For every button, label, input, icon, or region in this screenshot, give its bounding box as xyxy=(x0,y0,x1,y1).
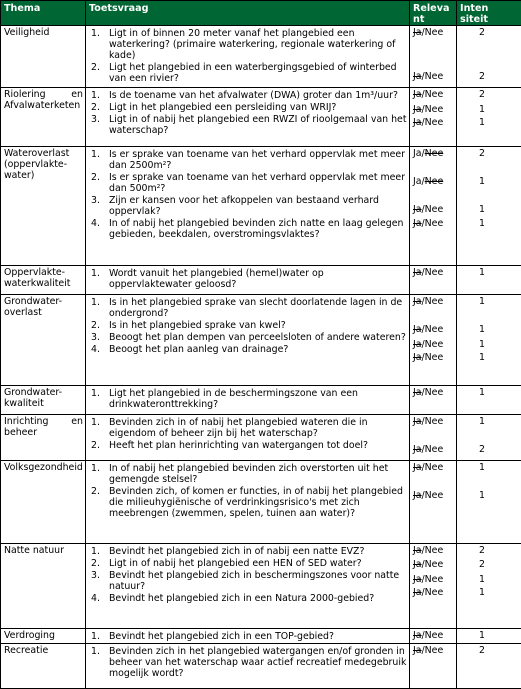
relevant-cell xyxy=(410,629,457,644)
question-text: Is er sprake van toename van het verhard oppervlak met meer dan 500m²? xyxy=(109,171,406,194)
relevant-cell xyxy=(410,88,457,147)
relevant-option-nee: /Nee xyxy=(421,558,444,570)
toetsvraag-cell xyxy=(86,629,410,644)
intensiteit-value: 1 xyxy=(479,416,485,428)
intensiteit-value: 2 xyxy=(479,89,485,101)
relevant-cell xyxy=(410,146,457,265)
intensiteit-value: 1 xyxy=(479,352,485,364)
relevant-cell xyxy=(410,461,457,544)
intensiteit-value: 1 xyxy=(479,386,485,398)
question-item xyxy=(89,218,407,240)
relevant-option-nee: /Nee xyxy=(421,324,444,336)
relevant-option-nee: /Nee xyxy=(421,386,444,398)
question-item xyxy=(89,344,407,355)
relevant-value xyxy=(413,339,454,350)
relevant-option-nee: /Nee xyxy=(421,27,444,38)
relevant-option-nee: /Nee xyxy=(421,630,444,642)
intensiteit-value: 1 xyxy=(479,630,485,642)
intensiteit-value: 1 xyxy=(479,117,485,129)
table-row xyxy=(1,385,521,414)
relevant-cell xyxy=(410,26,457,88)
question-item xyxy=(89,332,407,343)
intensiteit-value: 1 xyxy=(479,203,485,215)
relevant-value xyxy=(413,267,454,278)
question-item xyxy=(89,558,407,569)
toetsvraag-cell xyxy=(86,294,410,385)
relevant-option-ja: Ja xyxy=(413,586,422,598)
relevant-cell xyxy=(410,385,457,414)
relevant-option-ja: Ja xyxy=(413,339,422,351)
question-item xyxy=(89,486,407,519)
question-item xyxy=(89,102,407,113)
relevant-option-nee: /Nee xyxy=(421,104,444,116)
thema-label: Grondwater-kwaliteit xyxy=(4,386,63,409)
intensiteit-value: 1 xyxy=(479,586,485,598)
relevant-option-nee: /Nee xyxy=(421,217,444,229)
relevant-option-nee: /Nee xyxy=(421,266,444,278)
table-row xyxy=(1,644,521,689)
question-item xyxy=(89,320,407,331)
question-number: 3. xyxy=(91,195,100,206)
intensiteit-value: 1 xyxy=(479,175,485,187)
relevant-option-ja: Ja/ xyxy=(413,147,425,159)
question-number: 1. xyxy=(91,417,100,429)
toetsvraag-cell xyxy=(86,26,410,88)
thema-cell xyxy=(1,385,86,414)
question-number: 1. xyxy=(91,267,100,279)
question-text: Bevinden zich, of komen er functies, in of nabij het plangebied die milieuhygiënische of verdrinkingsrisico's met zich meebrengen (zwemmen, spelen, tuinen aan water)? xyxy=(109,486,403,520)
question-text: Ligt in of binnen 20 meter vanaf het plangebied een waterkering? (primaire waterkering, regionale waterkering of kade) xyxy=(109,28,396,62)
relevant-option-nee: /Nee xyxy=(421,645,444,656)
question-number: 4. xyxy=(91,592,100,604)
question-number: 1. xyxy=(91,148,100,160)
toetsvraag-cell xyxy=(86,461,410,544)
relevant-option-ja: Ja xyxy=(413,217,422,229)
intensiteit-cell xyxy=(457,415,521,461)
relevant-value xyxy=(413,645,454,656)
relevant-option-nee: /Nee xyxy=(421,71,444,83)
question-item xyxy=(89,90,407,101)
question-text: Bevinden zich in of nabij het plangebied wateren die in eigendom of beheer zijn bij het waterschap? xyxy=(109,417,368,440)
relevant-value xyxy=(413,104,454,115)
relevant-option-nee: Nee xyxy=(424,147,444,159)
relevant-option-ja: Ja xyxy=(413,71,422,83)
relevant-option-ja: Ja xyxy=(413,444,422,456)
relevant-value xyxy=(413,218,454,229)
question-number: 2. xyxy=(91,486,100,498)
relevant-value xyxy=(413,559,454,570)
relevant-cell xyxy=(410,265,457,294)
question-item xyxy=(89,388,407,410)
question-text: Zijn er kansen voor het afkoppelen van bestaand verhard oppervlak? xyxy=(109,195,379,218)
thema-cell xyxy=(1,88,86,147)
thema-label: Volksgezondheid xyxy=(4,462,83,474)
question-item xyxy=(89,114,407,136)
question-item xyxy=(89,195,407,217)
question-text: Is de toename van het afvalwater (DWA) groter dan 1m³/uur? xyxy=(109,90,398,102)
relevant-cell xyxy=(410,294,457,385)
question-text: Bevinden zich in het plangebied watergangen en/of gronden in beheer van het waterschap waar actief recreatief medegebruik mogelijk wordt? xyxy=(109,646,407,680)
relevant-option-ja: Ja xyxy=(413,490,422,502)
thema-cell xyxy=(1,629,86,644)
relevant-option-ja: Ja xyxy=(413,558,422,570)
thema-label: Verdroging xyxy=(4,630,55,642)
question-number: 1. xyxy=(91,631,100,643)
header-toetsvraag: Toetsvraag xyxy=(86,1,410,26)
intensiteit-value: 2 xyxy=(479,147,485,159)
question-text: Bevindt het plangebied zich in een TOP-gebied? xyxy=(109,631,334,643)
thema-cell xyxy=(1,265,86,294)
relevant-value xyxy=(413,148,454,159)
relevant-option-nee: /Nee xyxy=(421,352,444,364)
table-row xyxy=(1,415,521,461)
question-number: 2. xyxy=(91,320,100,332)
intensiteit-cell xyxy=(457,644,521,689)
relevant-option-nee: /Nee xyxy=(421,586,444,598)
relevant-option-ja: Ja xyxy=(413,117,422,129)
table-row xyxy=(1,294,521,385)
intensiteit-value: 2 xyxy=(479,645,485,656)
question-text: Ligt het plangebied in een waterbergingsgebied of winterbed van een rivier? xyxy=(109,62,397,85)
toetsvraag-cell xyxy=(86,385,410,414)
question-item xyxy=(89,172,407,194)
toetsvraag-cell xyxy=(86,88,410,147)
intensiteit-cell xyxy=(457,26,521,88)
question-number: 1. xyxy=(91,90,100,102)
intensiteit-cell xyxy=(457,265,521,294)
intensiteit-value: 1 xyxy=(479,295,485,307)
table-row xyxy=(1,629,521,644)
intensiteit-value: 1 xyxy=(479,324,485,336)
thema-label: Inrichting en beheer xyxy=(4,416,83,439)
thema-cell xyxy=(1,26,86,88)
relevant-option-ja: Ja xyxy=(413,104,422,116)
relevant-cell xyxy=(410,415,457,461)
relevant-option-ja: Ja xyxy=(413,324,422,336)
question-item xyxy=(89,62,407,84)
toetsvraag-cell xyxy=(86,265,410,294)
question-text: Beoogt het plan aanleg van drainage? xyxy=(109,344,289,356)
table-row xyxy=(1,88,521,147)
question-number: 2. xyxy=(91,102,100,114)
relevant-value xyxy=(413,490,454,501)
intensiteit-cell xyxy=(457,629,521,644)
relevant-option-nee: /Nee xyxy=(421,117,444,129)
question-number: 1. xyxy=(91,28,100,39)
table-row xyxy=(1,543,521,629)
relevant-value xyxy=(413,444,454,455)
intensiteit-value: 1 xyxy=(479,266,485,278)
relevant-value xyxy=(413,89,454,100)
question-number: 3. xyxy=(91,114,100,126)
thema-label: Natte natuur xyxy=(4,544,64,556)
relevant-value xyxy=(413,630,454,641)
intensiteit-cell xyxy=(457,385,521,414)
question-number: 2. xyxy=(91,557,100,569)
intensiteit-value: 2 xyxy=(479,27,485,38)
relevant-option-ja: Ja xyxy=(413,266,422,278)
question-text: Ligt in het plangebied een persleiding van WRIJ? xyxy=(109,102,337,114)
relevant-option-ja: Ja xyxy=(413,544,422,556)
question-text: Is er sprake van toename van het verhard oppervlak met meer dan 2500m²? xyxy=(109,148,406,171)
question-item xyxy=(89,646,407,679)
header-row xyxy=(1,1,521,26)
relevant-value xyxy=(413,574,454,585)
question-number: 2. xyxy=(91,62,100,74)
relevant-option-nee: /Nee xyxy=(421,444,444,456)
intensiteit-cell xyxy=(457,294,521,385)
intensiteit-value: 2 xyxy=(479,71,485,83)
relevant-value xyxy=(413,27,454,38)
intensiteit-value: 1 xyxy=(479,462,485,474)
thema-label: Recreatie xyxy=(4,645,49,656)
question-number: 4. xyxy=(91,344,100,356)
toetsvraag-cell xyxy=(86,543,410,629)
question-number: 2. xyxy=(91,440,100,452)
thema-label: Veiligheid xyxy=(4,27,50,38)
relevant-option-ja: Ja xyxy=(413,89,422,101)
question-number: 3. xyxy=(91,332,100,344)
header-thema: Thema xyxy=(1,1,86,26)
thema-label: Oppervlakte-waterkwaliteit xyxy=(4,266,71,289)
relevant-value xyxy=(413,324,454,335)
thema-cell xyxy=(1,543,86,629)
relevant-value xyxy=(413,462,454,473)
toetsvraag-cell xyxy=(86,644,410,689)
intensiteit-value: 2 xyxy=(479,558,485,570)
question-item xyxy=(89,149,407,171)
question-text: Heeft het plan herinrichting van watergangen tot doel? xyxy=(109,440,368,452)
question-text: Is in het plangebied sprake van slecht doorlatende lagen in de ondergrond? xyxy=(109,296,403,320)
relevant-option-nee: /Nee xyxy=(421,339,444,351)
table-row xyxy=(1,265,521,294)
intensiteit-cell xyxy=(457,543,521,629)
question-text: Wordt vanuit het plangebied (hemel)water op oppervlaktewater geloosd? xyxy=(109,267,324,290)
intensiteit-value: 1 xyxy=(479,573,485,585)
relevant-option-nee: /Nee xyxy=(421,490,444,502)
question-item xyxy=(89,570,407,592)
table-row xyxy=(1,146,521,265)
relevant-value xyxy=(413,117,454,128)
question-item xyxy=(89,417,407,439)
question-text: In of nabij het plangebied bevinden zich overstorten uit het gemengde stelsel? xyxy=(109,463,389,486)
relevant-option-ja: Ja/ xyxy=(413,175,425,187)
relevant-value xyxy=(413,387,454,398)
question-text: Bevindt het plangebied zich in een Natura 2000-gebied? xyxy=(109,592,375,604)
thema-cell xyxy=(1,146,86,265)
question-number: 1. xyxy=(91,463,100,475)
question-item xyxy=(89,28,407,61)
relevant-option-nee: /Nee xyxy=(421,544,444,556)
thema-cell xyxy=(1,294,86,385)
question-number: 1. xyxy=(91,545,100,557)
relevant-value xyxy=(413,176,454,187)
toetsvraag-cell xyxy=(86,415,410,461)
relevant-value xyxy=(413,587,454,598)
thema-cell xyxy=(1,415,86,461)
relevant-option-ja: Ja xyxy=(413,386,422,398)
relevant-option-nee: /Nee xyxy=(421,573,444,585)
relevant-option-nee: /Nee xyxy=(421,203,444,215)
intensiteit-cell xyxy=(457,146,521,265)
question-item xyxy=(89,463,407,485)
relevant-option-nee: /Nee xyxy=(421,295,444,307)
intensiteit-value: 1 xyxy=(479,217,485,229)
relevant-option-ja: Ja xyxy=(413,203,422,215)
question-text: Bevindt het plangebied zich in beschermingszones voor natte natuur? xyxy=(109,569,400,592)
intensiteit-value: 1 xyxy=(479,104,485,116)
relevant-option-ja: Ja xyxy=(413,416,422,428)
relevant-cell xyxy=(410,543,457,629)
thema-label: Wateroverlast (oppervlakte-water) xyxy=(4,147,70,181)
relevant-value xyxy=(413,416,454,427)
relevant-option-ja: Ja xyxy=(413,27,422,38)
question-number: 2. xyxy=(91,171,100,183)
relevant-option-nee: /Nee xyxy=(421,462,444,474)
relevant-option-nee: /Nee xyxy=(421,416,444,428)
question-item xyxy=(89,593,407,604)
question-number: 4. xyxy=(91,218,100,230)
intensiteit-cell xyxy=(457,461,521,544)
question-number: 1. xyxy=(91,296,100,308)
relevant-option-ja: Ja xyxy=(413,630,422,642)
intensiteit-value: 1 xyxy=(479,490,485,502)
table-row xyxy=(1,26,521,88)
relevant-option-ja: Ja xyxy=(413,645,422,656)
header-relevant: Releva nt xyxy=(410,1,457,26)
question-text: In of nabij het plangebied bevinden zich natte en laag gelegen gebieden, beekdalen, overstromingsvlaktes? xyxy=(109,218,404,241)
question-number: 1. xyxy=(91,387,100,399)
question-text: Ligt in of nabij het plangebied een HEN of SED water? xyxy=(109,557,362,569)
question-item xyxy=(89,440,407,451)
thema-label: Riolering en Afvalwaterketen xyxy=(4,89,83,112)
question-text: Beoogt het plan dempen van perceelsloten of andere wateren? xyxy=(109,332,406,344)
relevant-value xyxy=(413,296,454,307)
relevant-option-ja: Ja xyxy=(413,295,422,307)
relevant-option-nee: Nee xyxy=(424,175,444,187)
relevant-cell xyxy=(410,644,457,689)
relevant-value xyxy=(413,545,454,556)
toetsvraag-cell xyxy=(86,146,410,265)
intensiteit-value: 2 xyxy=(479,544,485,556)
intensiteit-cell xyxy=(457,88,521,147)
thema-cell xyxy=(1,644,86,689)
relevant-value xyxy=(413,204,454,215)
relevant-value xyxy=(413,352,454,363)
question-text: Bevindt het plangebied zich in of nabij een natte EVZ? xyxy=(109,545,365,557)
question-text: Ligt het plangebied in de beschermingszone van een drinkwateronttrekking? xyxy=(109,387,358,410)
question-item xyxy=(89,546,407,557)
thema-cell xyxy=(1,461,86,544)
question-item xyxy=(89,268,407,290)
question-item xyxy=(89,297,407,319)
relevant-option-nee: /Nee xyxy=(421,89,444,101)
relevant-option-ja: Ja xyxy=(413,573,422,585)
question-item xyxy=(89,631,407,642)
table-row xyxy=(1,461,521,544)
relevant-value xyxy=(413,71,454,82)
header-intensiteit: Inten siteit xyxy=(457,1,521,26)
question-number: 3. xyxy=(91,569,100,581)
question-text: Is in het plangebied sprake van kwel? xyxy=(109,320,286,332)
table-body xyxy=(1,26,521,689)
thema-label: Grondwater-overlast xyxy=(4,295,63,319)
question-number: 1. xyxy=(91,646,100,657)
intensiteit-value: 1 xyxy=(479,339,485,351)
relevant-option-ja: Ja xyxy=(413,352,422,364)
intensiteit-value: 2 xyxy=(479,444,485,456)
relevant-option-ja: Ja xyxy=(413,462,422,474)
question-text: Ligt in of nabij het plangebied een RWZI of rioolgemaal van het waterschap? xyxy=(109,114,407,137)
